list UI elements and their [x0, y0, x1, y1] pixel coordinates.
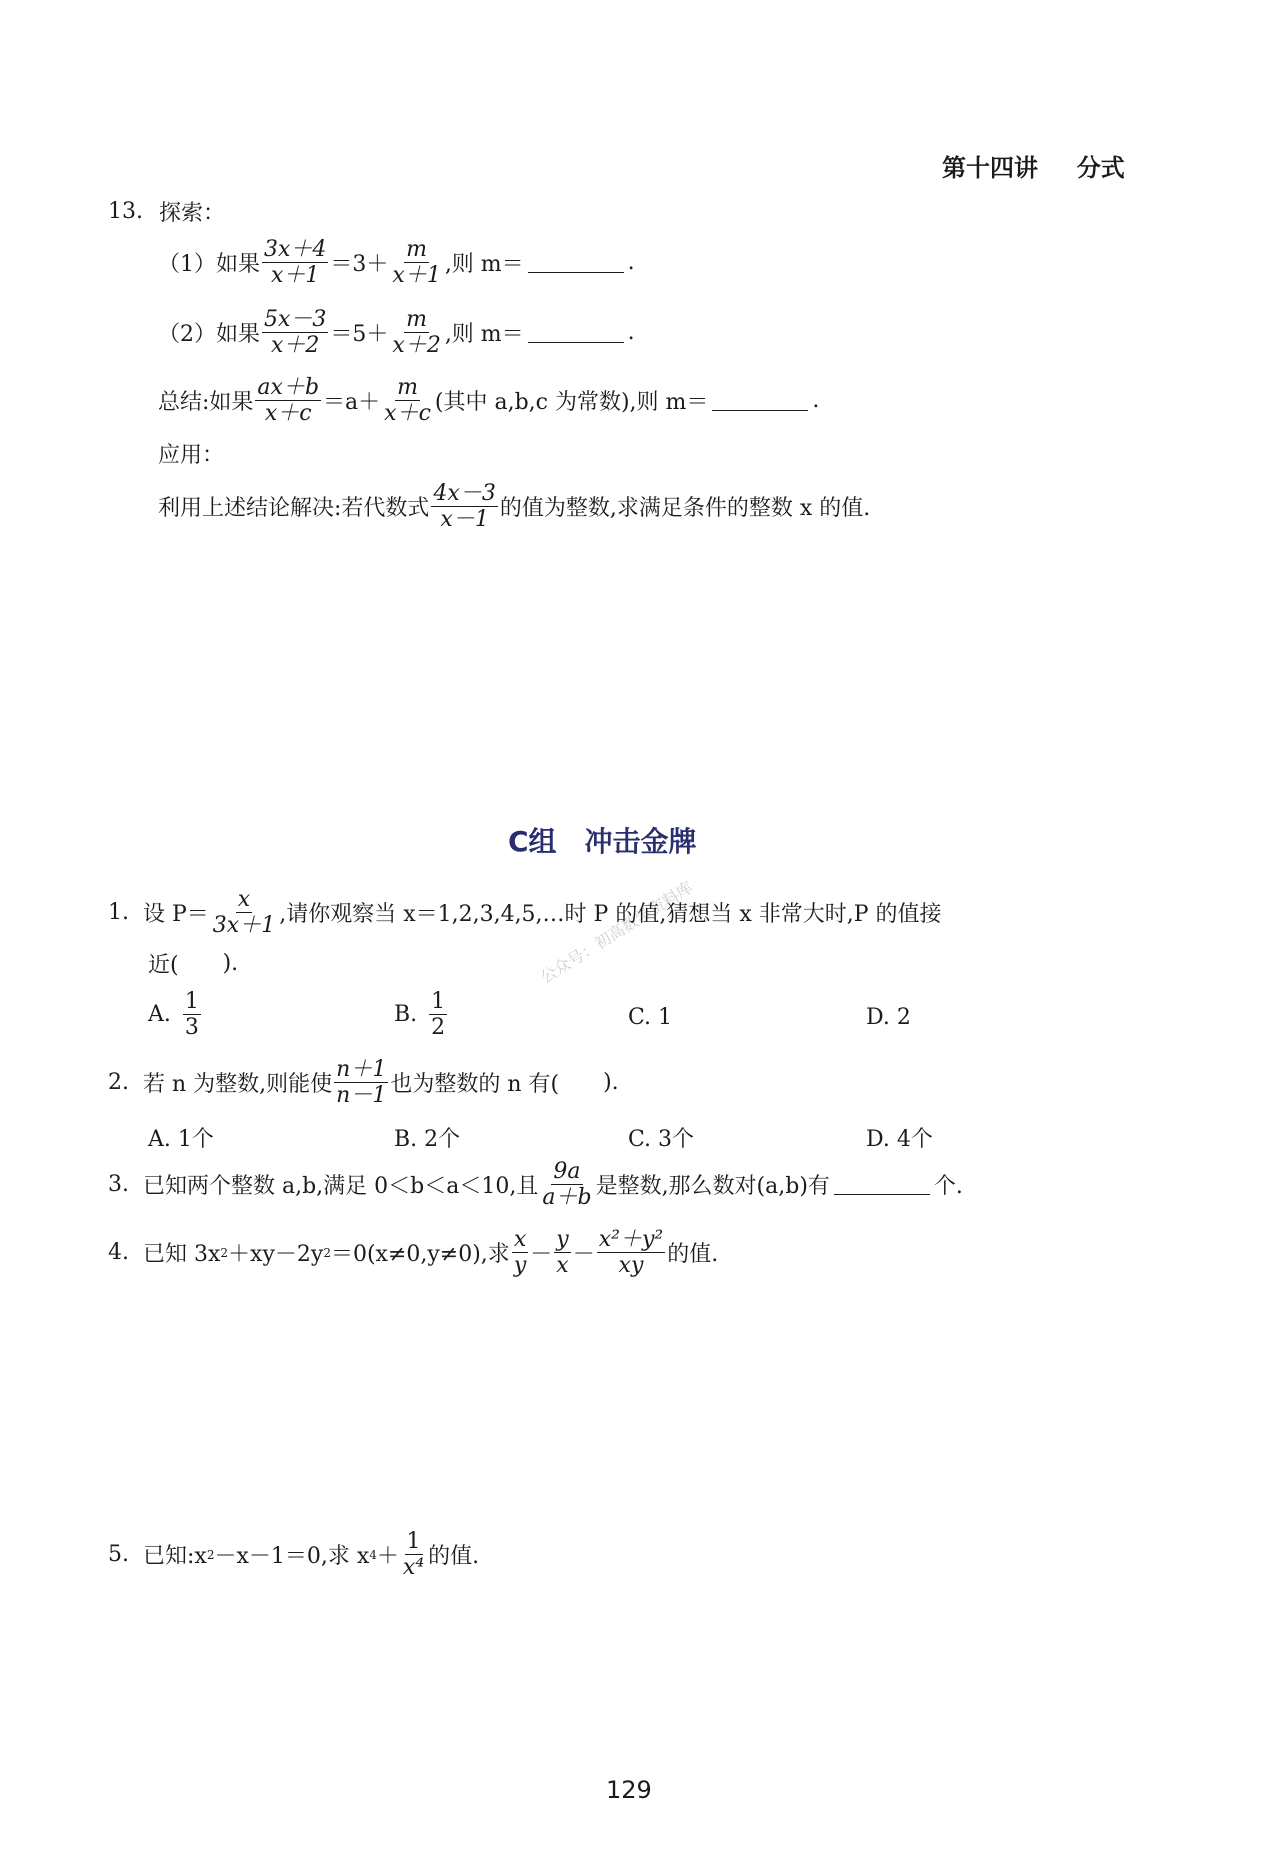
- c1-option-a-num: 1: [184, 989, 199, 1014]
- q13-p2-fraction: [262, 308, 328, 357]
- c5-mid: －x－1＝0,求 x: [214, 1544, 370, 1570]
- watermark: 公众号：初高数学资料库: [536, 877, 697, 988]
- c5-num: 1: [406, 1529, 421, 1554]
- c5-question: [108, 1530, 479, 1579]
- c5-number: 5.: [108, 1542, 129, 1568]
- c1-line2: [148, 948, 238, 979]
- c4-f3-den: xy: [618, 1253, 644, 1279]
- q13-summary: [158, 376, 819, 425]
- q13-summary-mden: x＋c: [384, 401, 431, 427]
- q13-p1-mnum: m: [406, 237, 428, 262]
- q13-apply-post: 的值为整数,求满足条件的整数 x 的值.: [499, 496, 871, 522]
- c5-plus: ＋: [376, 1544, 399, 1570]
- c1-den: 3x＋1: [212, 913, 276, 939]
- c1-option-a-den: 3: [184, 1015, 199, 1041]
- q13-summary-mnum: m: [397, 375, 418, 400]
- section-title: C组 冲击金牌: [508, 825, 697, 858]
- page-number: 129: [606, 1776, 652, 1804]
- c2-fraction: [334, 1058, 388, 1107]
- q13-apply-label: 应用：: [158, 443, 225, 468]
- c1-line2-end: ).: [222, 951, 239, 976]
- c1-option-b-num: 1: [431, 989, 446, 1014]
- c1-option-b[interactable]: [394, 990, 449, 1039]
- c1-option-b-fraction: [429, 990, 447, 1039]
- q13-p1-eq: ＝3＋: [330, 252, 389, 278]
- c1-post: ,请你观察当 x＝1,2,3,4,5,…时 P 的值,猜想当 x 非常大时,P 的值接: [279, 902, 942, 928]
- c3-fraction: [540, 1160, 593, 1209]
- q13-p1-tail: ,则 m＝: [444, 252, 524, 278]
- c1-option-d[interactable]: D. 2: [866, 1005, 911, 1030]
- c4-minus1: －: [530, 1242, 553, 1268]
- q13-summary-mfraction: [382, 376, 433, 425]
- q13-apply-fraction: [431, 482, 497, 531]
- c4-cond: ＝0(x≠0,y≠0),求: [330, 1242, 510, 1268]
- q13-part2: [158, 308, 635, 357]
- q13-p1-end: .: [627, 250, 635, 276]
- q13-p1-fraction: [262, 238, 328, 287]
- c4-question: [108, 1228, 718, 1277]
- c4-f3-num: x²＋y²: [598, 1227, 664, 1252]
- c1-line2-start: 近(: [148, 953, 179, 978]
- q13-p1-label: （1）如果: [158, 252, 260, 278]
- q13-p1-num: 3x＋4: [264, 237, 327, 262]
- chapter-header: [942, 148, 1125, 183]
- c1-option-b-label: B.: [394, 1002, 418, 1028]
- q13-summary-tail: (其中 a,b,c 为常数),则 m＝: [434, 390, 709, 416]
- c3-question: [108, 1160, 963, 1209]
- q13-p2-tail: ,则 m＝: [444, 322, 524, 348]
- c5-sup2: 4: [369, 1547, 377, 1562]
- c4-fraction3: [597, 1228, 665, 1277]
- c3-pre: 已知两个整数 a,b,满足 0＜b＜a＜10,且: [143, 1174, 539, 1200]
- c1-option-a[interactable]: [148, 990, 203, 1039]
- chapter-title: 第十四讲: [942, 154, 1038, 182]
- c4-minus2: －: [572, 1242, 595, 1268]
- c4-f1-num: x: [513, 1227, 527, 1252]
- c3-den: a＋b: [542, 1185, 592, 1211]
- q13-p2-label: （2）如果: [158, 322, 260, 348]
- c1-question: [108, 888, 942, 937]
- q13-apply-den: x－1: [440, 507, 489, 533]
- c3-number: 3.: [108, 1172, 129, 1198]
- q13-part1: [158, 238, 635, 287]
- c1-option-a-fraction: [183, 990, 201, 1039]
- c5-sup1: 2: [206, 1547, 215, 1562]
- c4-f1-den: y: [513, 1253, 527, 1279]
- q13-p1-den: x＋1: [271, 263, 320, 289]
- c1-num: x: [237, 887, 251, 912]
- c2-den: n－1: [336, 1083, 387, 1109]
- q13-summary-blank[interactable]: [712, 390, 808, 411]
- c5-fraction: [401, 1530, 426, 1579]
- c2-option-b[interactable]: B. 2个: [394, 1127, 461, 1152]
- c4-sup1: 2: [220, 1245, 229, 1260]
- c1-option-c[interactable]: C. 1: [628, 1005, 673, 1030]
- c4-mid: ＋xy－2y: [228, 1242, 324, 1268]
- c2-num: n＋1: [336, 1057, 387, 1082]
- q13-summary-fraction: [255, 376, 321, 425]
- c4-pre: 已知 3x: [143, 1242, 221, 1268]
- q13-p1-blank[interactable]: [528, 252, 624, 273]
- q13-apply-num: 4x－3: [433, 481, 496, 506]
- q13-p2-mnum: m: [406, 307, 428, 332]
- q13-p1-mfraction: [390, 238, 442, 287]
- c3-post: 是整数,那么数对(a,b)有: [595, 1174, 830, 1200]
- c4-f2-num: y: [556, 1227, 569, 1252]
- q13-summary-num: ax＋b: [257, 375, 320, 400]
- c1-option-a-label: A.: [148, 1002, 171, 1028]
- q13-summary-eq: ＝a＋: [323, 390, 381, 416]
- c4-f2-den: x: [556, 1253, 569, 1279]
- q13-title-line: [108, 196, 225, 227]
- q13-p2-num: 5x－3: [264, 307, 327, 332]
- q13-number: 13.: [108, 199, 143, 224]
- q13-p2-end: .: [627, 320, 635, 346]
- q13-p2-blank[interactable]: [528, 322, 624, 343]
- c2-option-c[interactable]: C. 3个: [628, 1127, 695, 1152]
- c2-option-d[interactable]: D. 4个: [866, 1127, 933, 1152]
- c1-number: 1.: [108, 900, 129, 926]
- q13-p1-mden: x＋1: [392, 263, 441, 289]
- c4-fraction1: [512, 1228, 528, 1277]
- chapter-topic: 分式: [1076, 154, 1125, 182]
- c5-den: x⁴: [402, 1555, 425, 1581]
- q13-p2-den: x＋2: [271, 333, 320, 359]
- c5-post: 的值.: [428, 1544, 480, 1570]
- c2-number: 2.: [108, 1070, 129, 1096]
- c3-num: 9a: [553, 1159, 581, 1184]
- c2-end: ).: [603, 1070, 619, 1096]
- q13-summary-label: 总结:如果: [158, 390, 254, 416]
- c3-blank[interactable]: [834, 1174, 930, 1195]
- c4-post: 的值.: [667, 1242, 719, 1268]
- c4-number: 4.: [108, 1240, 129, 1266]
- c4-fraction2: [554, 1228, 570, 1277]
- q13-summary-den: x＋c: [264, 401, 312, 427]
- c2-option-a[interactable]: A. 1个: [148, 1127, 214, 1152]
- c1-option-b-den: 2: [431, 1015, 446, 1041]
- q13-title: 探索：: [159, 201, 226, 226]
- c4-sup2: 2: [323, 1245, 331, 1260]
- q13-p2-mden: x＋2: [392, 333, 441, 359]
- q13-apply: [158, 482, 870, 531]
- q13-apply-pre: 利用上述结论解决:若代数式: [158, 496, 430, 522]
- c1-pre: 设 P＝: [143, 902, 209, 928]
- c2-question: [108, 1058, 619, 1107]
- c2-pre: 若 n 为整数,则能使: [143, 1072, 333, 1098]
- c3-end: 个.: [933, 1174, 963, 1200]
- c5-pre: 已知:x: [143, 1544, 207, 1570]
- q13-summary-end: .: [812, 388, 820, 414]
- q13-p2-mfraction: [390, 308, 442, 357]
- q13-p2-eq: ＝5＋: [330, 322, 389, 348]
- c1-fraction: [211, 888, 277, 937]
- c2-post: 也为整数的 n 有(: [390, 1072, 560, 1098]
